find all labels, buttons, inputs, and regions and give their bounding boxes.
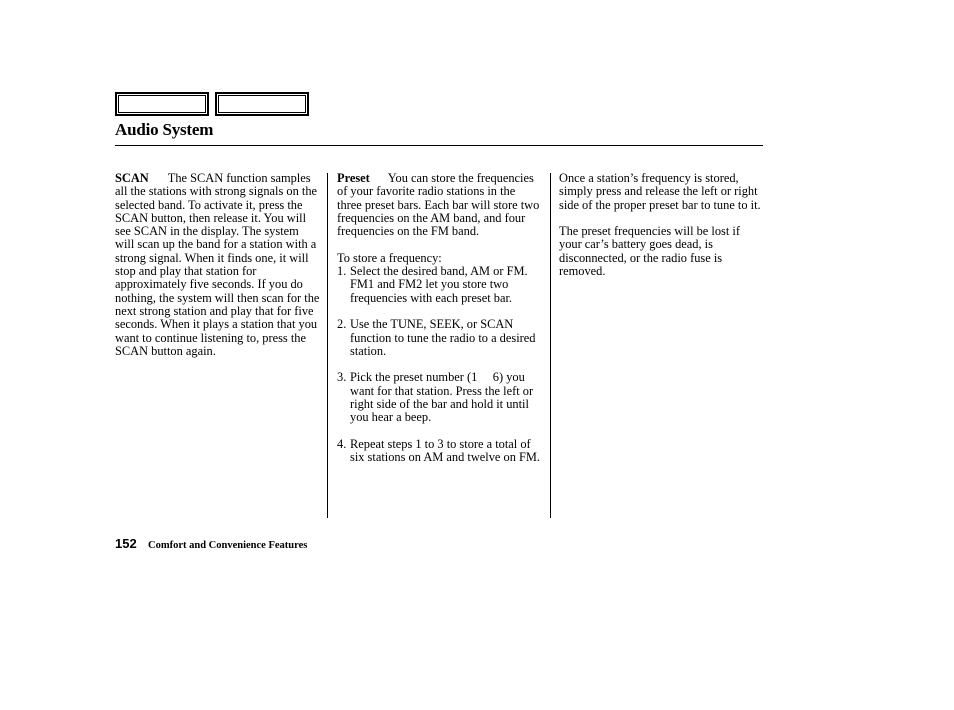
scan-heading: SCAN — [115, 171, 149, 185]
scan-column — [115, 172, 321, 371]
stored-column — [559, 172, 763, 292]
scan-body: The SCAN function samples all the stations with strong signals on the selected band. To activate it, press the SCAN button, then release it. You will see SCAN in the display. The system will scan up the band for a station with a strong signal. When it finds one, it will stop and play that station for approximately five seconds. If you do nothing, the system will then scan for the next strong station and play that for five seconds. When it plays a station that you want to continue listening to, press the SCAN button again. — [115, 171, 320, 358]
preset-heading: Preset — [337, 171, 370, 185]
column-divider — [327, 173, 328, 518]
list-item: 1. Select the desired band, AM or FM. FM1 and FM2 let you store two frequencies with each preset bar. — [337, 264, 528, 305]
stored-paragraph-1: Once a station’s frequency is stored, simply press and release the left or right side of the proper preset bar to tune to it. — [559, 171, 761, 212]
preset-intro: To store a frequency: — [337, 250, 442, 265]
preset-paragraph — [337, 172, 542, 238]
page-number: 152 — [115, 536, 137, 551]
nav-tab-box[interactable] — [215, 92, 309, 116]
stored-paragraph-2: The preset frequencies will be lost if your car’s battery goes dead, is disconnected, or the radio fuse is removed. — [559, 224, 740, 279]
preset-body: You can store the frequencies of your favorite radio stations in the three preset bars. Each bar will store two frequencies on the AM band, and four frequencies on the FM band. — [337, 171, 540, 239]
list-item: 2. Use the TUNE, SEEK, or SCAN function to tune the radio to a desired station. — [337, 317, 536, 358]
preset-column — [337, 172, 542, 478]
column-divider — [550, 173, 551, 518]
preset-steps — [337, 265, 542, 464]
list-item: 4. Repeat steps 1 to 3 to store a total of six stations on AM and twelve on FM. — [337, 436, 540, 465]
scan-paragraph — [115, 172, 321, 358]
title-rule — [115, 145, 763, 146]
page-title: Audio System — [115, 120, 214, 139]
nav-tab-box[interactable] — [115, 92, 209, 116]
list-item: 3. Pick the preset number (1 6) you want for that station. Press the left or right side of the bar and hold it until you hear a beep. — [337, 370, 534, 425]
footer-section-label: Comfort and Convenience Features — [148, 540, 308, 551]
